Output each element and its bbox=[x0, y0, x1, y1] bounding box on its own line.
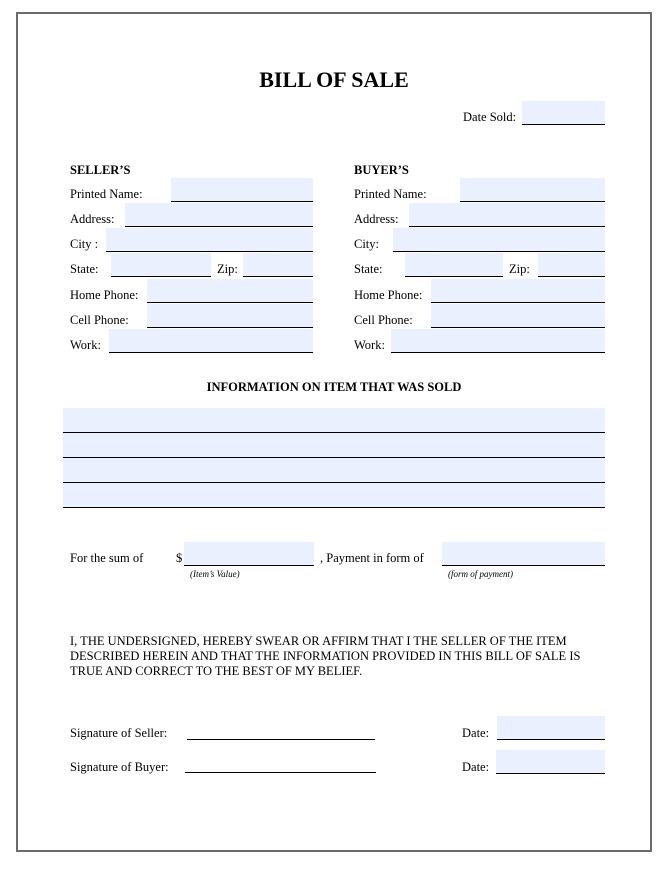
payment-form-hint: (form of payment) bbox=[448, 569, 513, 579]
seller-printed-name-label: Printed Name: bbox=[70, 187, 143, 201]
seller-address-label: Address: bbox=[70, 212, 115, 226]
seller-date-label: Date: bbox=[462, 726, 490, 740]
seller-work-field[interactable] bbox=[109, 329, 313, 353]
seller-signature-line[interactable] bbox=[187, 739, 375, 740]
payment-form-label: , Payment in form of bbox=[320, 551, 424, 565]
item-section-title: INFORMATION ON ITEM THAT WAS SOLD bbox=[206, 380, 462, 394]
date-sold-field[interactable] bbox=[522, 101, 605, 125]
payment-form-field[interactable] bbox=[442, 542, 605, 566]
item-description-line[interactable] bbox=[63, 458, 605, 483]
buyer-city-label: City: bbox=[354, 237, 380, 251]
buyer-printed-name-label: Printed Name: bbox=[354, 187, 427, 201]
buyer-cell-phone-field[interactable] bbox=[431, 304, 605, 328]
sum-label: For the sum of bbox=[70, 551, 144, 565]
buyer-address-field[interactable] bbox=[409, 203, 605, 227]
buyer-signature-line[interactable] bbox=[185, 772, 376, 773]
item-value-field[interactable] bbox=[184, 542, 314, 566]
item-value-hint: (Item’s Value) bbox=[190, 569, 240, 579]
item-description-block bbox=[63, 408, 605, 508]
seller-printed-name-field[interactable] bbox=[171, 178, 313, 202]
seller-city-field[interactable] bbox=[106, 228, 313, 252]
buyer-zip-label: Zip: bbox=[509, 262, 530, 276]
seller-cell-phone-label: Cell Phone: bbox=[70, 313, 129, 327]
buyer-city-field[interactable] bbox=[393, 228, 605, 252]
oath-statement: I, THE UNDERSIGNED, HEREBY SWEAR OR AFFIRM THAT I THE SELLER OF THE ITEM DESCRIBED HEREIN AND THAT THE INFORMATION PROVIDED IN THIS BILL OF SALE IS TRUE AND CORRECT TO THE BEST OF MY BELIEF. bbox=[70, 634, 581, 678]
seller-state-field[interactable] bbox=[111, 253, 211, 277]
document-title: BILL OF SALE bbox=[259, 67, 409, 92]
buyer-cell-phone-label: Cell Phone: bbox=[354, 313, 413, 327]
buyer-address-label: Address: bbox=[354, 212, 399, 226]
buyer-heading: BUYER’S bbox=[354, 163, 409, 177]
seller-heading: SELLER’S bbox=[70, 163, 131, 177]
buyer-printed-name-field[interactable] bbox=[460, 178, 605, 202]
buyer-work-field[interactable] bbox=[391, 329, 605, 353]
seller-address-field[interactable] bbox=[125, 203, 313, 227]
buyer-signature-label: Signature of Buyer: bbox=[70, 760, 169, 774]
seller-zip-label: Zip: bbox=[217, 262, 238, 276]
item-description-line[interactable] bbox=[63, 483, 605, 508]
buyer-home-phone-label: Home Phone: bbox=[354, 288, 423, 302]
buyer-home-phone-field[interactable] bbox=[431, 279, 605, 303]
buyer-date-field[interactable] bbox=[496, 750, 605, 774]
buyer-zip-field[interactable] bbox=[538, 253, 605, 277]
item-description-line[interactable] bbox=[63, 408, 605, 433]
item-description-line[interactable] bbox=[63, 433, 605, 458]
seller-home-phone-label: Home Phone: bbox=[70, 288, 139, 302]
seller-city-label: City : bbox=[70, 237, 99, 251]
buyer-state-label: State: bbox=[354, 262, 383, 276]
seller-cell-phone-field[interactable] bbox=[147, 304, 313, 328]
seller-work-label: Work: bbox=[70, 338, 101, 352]
seller-zip-field[interactable] bbox=[243, 253, 313, 277]
buyer-work-label: Work: bbox=[354, 338, 385, 352]
buyer-date-label: Date: bbox=[462, 760, 490, 774]
seller-signature-label: Signature of Seller: bbox=[70, 726, 168, 740]
seller-state-label: State: bbox=[70, 262, 99, 276]
seller-date-field[interactable] bbox=[497, 716, 605, 740]
seller-home-phone-field[interactable] bbox=[147, 279, 313, 303]
buyer-state-field[interactable] bbox=[405, 253, 503, 277]
currency-symbol: $ bbox=[176, 551, 183, 565]
date-sold-label: Date Sold: bbox=[463, 110, 517, 124]
